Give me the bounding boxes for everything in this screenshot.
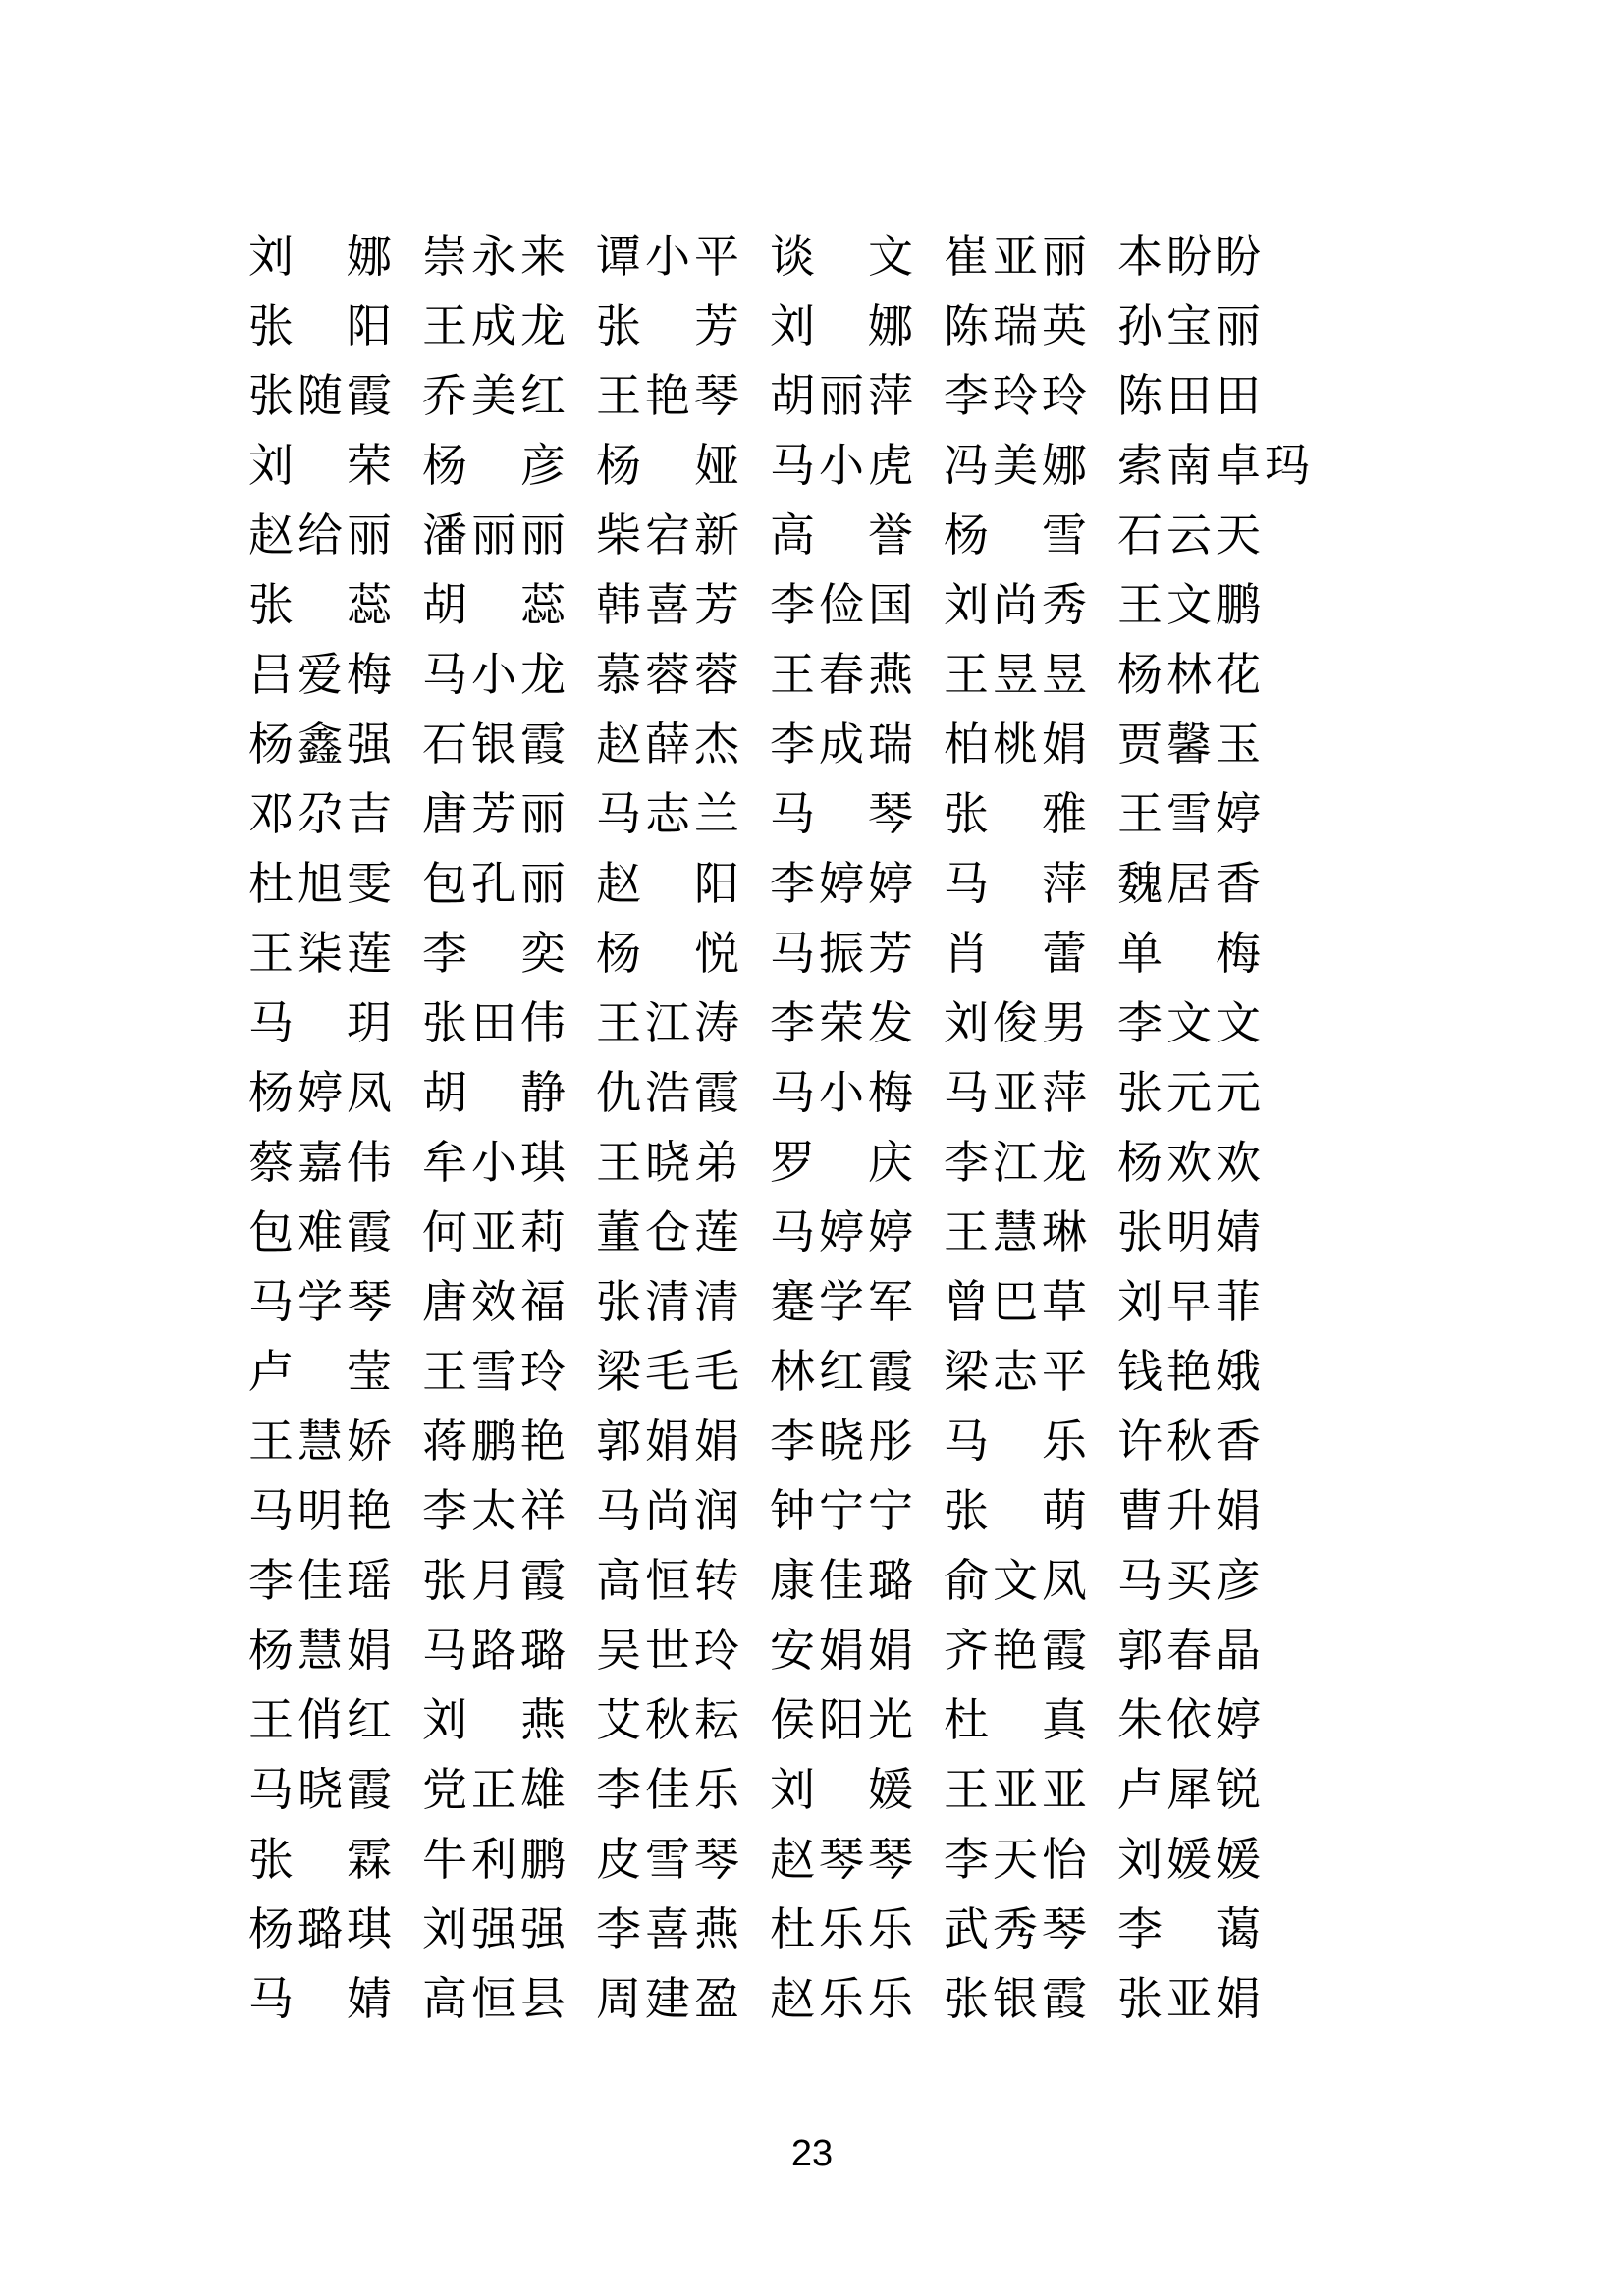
name-cell: 慕蓉蓉	[596, 650, 743, 700]
name-cell: 刘 媛	[770, 1765, 917, 1815]
name-cell: 张亚娟	[1117, 1974, 1265, 2024]
name-cell: 肖 蕾	[944, 929, 1091, 979]
name-cell: 李婷婷	[770, 859, 917, 909]
name-cell: 王春燕	[770, 650, 917, 700]
name-cell: 唐效福	[422, 1277, 569, 1327]
name-cell: 李成瑞	[770, 720, 917, 770]
name-cell: 刘 荣	[248, 441, 396, 491]
name-cell: 蔡嘉伟	[248, 1138, 396, 1188]
name-cell: 王江涛	[596, 998, 743, 1048]
name-cell: 李 奕	[422, 929, 569, 979]
name-cell: 马婷婷	[770, 1207, 917, 1257]
name-cell: 仇浩霞	[596, 1068, 743, 1118]
name-cell: 孙宝丽	[1117, 301, 1265, 351]
name-cell: 李江龙	[944, 1138, 1091, 1188]
name-cell: 王文鹏	[1117, 580, 1265, 630]
name-cell: 索南卓玛	[1117, 441, 1314, 491]
name-cell: 皮雪琴	[596, 1835, 743, 1885]
name-cell: 武秀琴	[944, 1904, 1091, 1954]
name-cell: 郭春晶	[1117, 1626, 1265, 1676]
name-cell: 梁志平	[944, 1347, 1091, 1397]
name-cell: 李 蔼	[1117, 1904, 1265, 1954]
name-cell: 杨 彦	[422, 441, 569, 491]
name-cell: 张银霞	[944, 1974, 1091, 2024]
name-cell: 张随霞	[248, 371, 396, 421]
name-cell: 李佳瑶	[248, 1556, 396, 1606]
name-cell: 杨慧娟	[248, 1626, 396, 1676]
name-cell: 卢犀锐	[1117, 1765, 1265, 1815]
name-cell: 柏桃娟	[944, 720, 1091, 770]
name-cell: 胡 静	[422, 1068, 569, 1118]
name-cell: 马 婧	[248, 1974, 396, 2024]
name-cell: 许秋香	[1117, 1416, 1265, 1467]
name-cell: 王晓弟	[596, 1138, 743, 1188]
name-cell: 蒋鹏艳	[422, 1416, 569, 1467]
name-cell: 王雪婷	[1117, 789, 1265, 839]
name-cell: 李玲玲	[944, 371, 1091, 421]
name-cell: 赵给丽	[248, 510, 396, 561]
name-cell: 张 雅	[944, 789, 1091, 839]
name-cell: 唐芳丽	[422, 789, 569, 839]
name-cell: 潘丽丽	[422, 510, 569, 561]
name-cell: 崔亚丽	[944, 232, 1091, 282]
name-cell: 石银霞	[422, 720, 569, 770]
name-cell: 罗 庆	[770, 1138, 917, 1188]
name-cell: 张 芳	[596, 301, 743, 351]
name-cell: 马小梅	[770, 1068, 917, 1118]
name-cell: 王柒莲	[248, 929, 396, 979]
name-cell: 杨 悦	[596, 929, 743, 979]
name-cell: 牟小琪	[422, 1138, 569, 1188]
name-cell: 王雪玲	[422, 1347, 569, 1397]
name-cell: 马 萍	[944, 859, 1091, 909]
name-cell: 王俏红	[248, 1695, 396, 1745]
name-cell: 刘 娜	[770, 301, 917, 351]
name-cell: 包难霞	[248, 1207, 396, 1257]
name-cell: 董仓莲	[596, 1207, 743, 1257]
name-cell: 蹇学军	[770, 1277, 917, 1327]
name-cell: 杜 真	[944, 1695, 1091, 1745]
name-cell: 卢 莹	[248, 1347, 396, 1397]
name-cell: 赵薛杰	[596, 720, 743, 770]
name-cell: 杨鑫强	[248, 720, 396, 770]
name-cell: 杨林花	[1117, 650, 1265, 700]
name-cell: 胡丽萍	[770, 371, 917, 421]
name-cell: 吴世玲	[596, 1626, 743, 1676]
name-cell: 王昱昱	[944, 650, 1091, 700]
name-cell: 钟宁宁	[770, 1486, 917, 1536]
name-cell: 张月霞	[422, 1556, 569, 1606]
name-cell: 王成龙	[422, 301, 569, 351]
name-cell: 曾巴草	[944, 1277, 1091, 1327]
name-cell: 马明艳	[248, 1486, 396, 1536]
name-cell: 张明婧	[1117, 1207, 1265, 1257]
name-cell: 刘 燕	[422, 1695, 569, 1745]
name-cell: 杨 雪	[944, 510, 1091, 561]
name-cell: 包孔丽	[422, 859, 569, 909]
name-cell: 周建盈	[596, 1974, 743, 2024]
name-cell: 林红霞	[770, 1347, 917, 1397]
name-cell: 刘媛媛	[1117, 1835, 1265, 1885]
name-cell: 曹升娟	[1117, 1486, 1265, 1536]
name-cell: 张田伟	[422, 998, 569, 1048]
name-cell: 吕爱梅	[248, 650, 396, 700]
name-cell: 张 萌	[944, 1486, 1091, 1536]
name-cell: 马志兰	[596, 789, 743, 839]
name-cell: 韩喜芳	[596, 580, 743, 630]
name-cell: 马学琴	[248, 1277, 396, 1327]
name-cell: 马小龙	[422, 650, 569, 700]
name-cell: 单 梅	[1117, 929, 1265, 979]
name-cell: 马亚萍	[944, 1068, 1091, 1118]
name-cell: 王慧娇	[248, 1416, 396, 1467]
name-cell: 马小虎	[770, 441, 917, 491]
name-cell: 刘强强	[422, 1904, 569, 1954]
name-cell: 马尚润	[596, 1486, 743, 1536]
name-cell: 艾秋耘	[596, 1695, 743, 1745]
name-cell: 李喜燕	[596, 1904, 743, 1954]
name-cell: 谭小平	[596, 232, 743, 282]
name-cell: 牛利鹏	[422, 1835, 569, 1885]
name-cell: 杜乐乐	[770, 1904, 917, 1954]
name-cell: 梁毛毛	[596, 1347, 743, 1397]
name-cell: 张 蕊	[248, 580, 396, 630]
name-cell: 李天怡	[944, 1835, 1091, 1885]
name-cell: 杨欢欢	[1117, 1138, 1265, 1188]
name-cell: 杨 娅	[596, 441, 743, 491]
name-cell: 刘早菲	[1117, 1277, 1265, 1327]
name-cell: 魏居香	[1117, 859, 1265, 909]
name-cell: 朱依婷	[1117, 1695, 1265, 1745]
name-cell: 马路璐	[422, 1626, 569, 1676]
name-cell: 邓尕吉	[248, 789, 396, 839]
name-cell: 高恒县	[422, 1974, 569, 2024]
name-cell: 刘 娜	[248, 232, 396, 282]
name-cell: 赵乐乐	[770, 1974, 917, 2024]
name-cell: 马买彦	[1117, 1556, 1265, 1606]
name-cell: 王亚亚	[944, 1765, 1091, 1815]
name-cell: 李荣发	[770, 998, 917, 1048]
name-cell: 安娟娟	[770, 1626, 917, 1676]
name-cell: 李晓彤	[770, 1416, 917, 1467]
name-cell: 马晓霞	[248, 1765, 396, 1815]
name-cell: 侯阳光	[770, 1695, 917, 1745]
name-cell: 陈瑞英	[944, 301, 1091, 351]
name-cell: 赵 阳	[596, 859, 743, 909]
name-cell: 李佳乐	[596, 1765, 743, 1815]
name-cell: 齐艳霞	[944, 1626, 1091, 1676]
name-cell: 钱艳娥	[1117, 1347, 1265, 1397]
name-cell: 郭娟娟	[596, 1416, 743, 1467]
name-cell: 贾馨玉	[1117, 720, 1265, 770]
name-cell: 杜旭雯	[248, 859, 396, 909]
name-cell: 刘俊男	[944, 998, 1091, 1048]
name-cell: 张元元	[1117, 1068, 1265, 1118]
name-cell: 张清清	[596, 1277, 743, 1327]
name-cell: 马振芳	[770, 929, 917, 979]
name-cell: 马 乐	[944, 1416, 1091, 1467]
name-cell: 刘尚秀	[944, 580, 1091, 630]
name-cell: 杨璐琪	[248, 1904, 396, 1954]
name-cell: 康佳璐	[770, 1556, 917, 1606]
name-cell: 谈 文	[770, 232, 917, 282]
name-cell: 本盼盼	[1117, 232, 1265, 282]
name-cell: 张 霖	[248, 1835, 396, 1885]
name-cell: 马 琴	[770, 789, 917, 839]
name-cell: 李文文	[1117, 998, 1265, 1048]
name-cell: 王艳琴	[596, 371, 743, 421]
name-cell: 李太祥	[422, 1486, 569, 1536]
name-cell: 马 玥	[248, 998, 396, 1048]
name-cell: 柴宕新	[596, 510, 743, 561]
name-cell: 高 誉	[770, 510, 917, 561]
name-cell: 何亚莉	[422, 1207, 569, 1257]
name-cell: 崇永来	[422, 232, 569, 282]
name-cell: 乔美红	[422, 371, 569, 421]
name-cell: 杨婷凤	[248, 1068, 396, 1118]
name-cell: 党正雄	[422, 1765, 569, 1815]
page-number: 23	[790, 2133, 834, 2174]
name-cell: 陈田田	[1117, 371, 1265, 421]
name-cell: 高恒转	[596, 1556, 743, 1606]
name-cell: 张 阳	[248, 301, 396, 351]
name-cell: 石云天	[1117, 510, 1265, 561]
name-cell: 赵琴琴	[770, 1835, 917, 1885]
name-cell: 李俭国	[770, 580, 917, 630]
name-cell: 冯美娜	[944, 441, 1091, 491]
name-cell: 胡 蕊	[422, 580, 569, 630]
name-cell: 王慧琳	[944, 1207, 1091, 1257]
name-cell: 俞文凤	[944, 1556, 1091, 1606]
name-grid	[248, 222, 1314, 2034]
